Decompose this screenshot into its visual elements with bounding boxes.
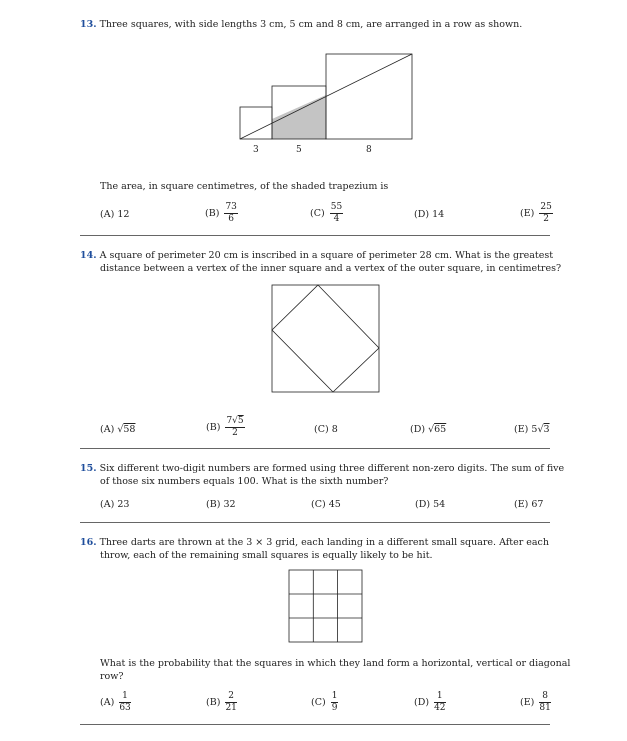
- q14-option-b-letter: (B): [206, 422, 221, 433]
- q13-option-b-fraction: $\frac{73}{6}$: [225, 202, 237, 224]
- q14-option-c-value: 8: [331, 424, 338, 435]
- q13-option-e-fraction: $\frac{25}{2}$: [540, 202, 552, 224]
- q15-option-b-value: 32: [223, 499, 236, 510]
- q15-option-d-value: 54: [433, 499, 446, 510]
- q15-option-c-letter: (C): [311, 499, 326, 510]
- q16-option-c-fraction: $\frac{1}{9}$: [331, 691, 338, 713]
- q16-option-e-letter: (E): [520, 697, 535, 708]
- q13-label-3: 3: [253, 145, 259, 155]
- q16-prompt-line2: row?: [100, 671, 124, 682]
- q15-number: 15.: [80, 463, 97, 474]
- q14-option-e-letter: (E): [514, 424, 529, 435]
- q13-option-c-letter: (C): [310, 208, 325, 219]
- q14-option-c-letter: (C): [314, 424, 329, 435]
- q14-option-a-root: √: [117, 424, 124, 435]
- q16-option-b[interactable]: [206, 691, 237, 714]
- q16-option-b-letter: (B): [206, 697, 221, 708]
- q13-option-b-letter: (B): [205, 208, 220, 219]
- q16-line2: throw, each of the remaining small squares is equally likely to be hit.: [100, 550, 433, 561]
- q16-option-d[interactable]: [414, 691, 446, 714]
- q16-option-c-letter: (C): [311, 697, 326, 708]
- q15-option-a-value: 23: [117, 499, 130, 510]
- q14-option-e-coef: 5: [531, 424, 538, 435]
- q14-option-e-radicand: 3: [543, 424, 550, 435]
- q15-option-c-value: 45: [328, 499, 341, 510]
- q14-option-a-radicand: 58: [123, 424, 136, 435]
- q15-option-e-letter: (E): [514, 499, 529, 510]
- q16-option-a-letter: (A): [100, 697, 115, 708]
- q16-option-a-fraction: $\frac{1}{63}$: [119, 691, 131, 713]
- q16-divider: [80, 724, 550, 725]
- q14-option-d-radicand: 65: [434, 424, 447, 435]
- q13-label-5: 5: [296, 145, 302, 155]
- q14-option-a-letter: (A): [100, 424, 115, 435]
- q14-option-e-root: √: [537, 424, 544, 435]
- q13-option-e-letter: (E): [520, 208, 535, 219]
- q14-option-b-fraction: $\frac{7√5}{2}$: [226, 416, 244, 438]
- q13-option-d-letter: (D): [414, 209, 430, 220]
- q13-option-c-fraction: $\frac{55}{4}$: [330, 202, 343, 224]
- q15-option-b-letter: (B): [206, 499, 221, 510]
- q16-number: 16.: [80, 537, 97, 548]
- q16-option-e-fraction: $\frac{8}{81}$: [539, 691, 551, 713]
- q13-option-d-value: 14: [432, 209, 445, 220]
- q16-option-d-letter: (D): [414, 697, 430, 708]
- q15-line2: of those six numbers equals 100. What is the sixth number?: [100, 476, 389, 487]
- q13-text: Three squares, with side lengths 3 cm, 5 cm and 8 cm, are arranged in a row as shown.: [99, 19, 523, 30]
- q16-option-a[interactable]: [100, 691, 131, 714]
- q15-option-e-value: 67: [531, 499, 544, 510]
- q16-grid-outline: [289, 570, 362, 642]
- q14-text-line1: A square of perimeter 20 cm is inscribed in a square of perimeter 28 cm. What is the greatest: [99, 250, 554, 261]
- q14-option-d-letter: (D): [410, 424, 426, 435]
- q13-number: 13.: [80, 19, 97, 30]
- q15-option-d-letter: (D): [415, 499, 431, 510]
- q14-line2: distance between a vertex of the inner square and a vertex of the outer square, in centimetres?: [100, 263, 562, 274]
- q16-option-e[interactable]: [520, 691, 551, 714]
- q16-option-b-fraction: $\frac{2}{21}$: [225, 691, 237, 713]
- q16-option-d-fraction: $\frac{1}{42}$: [434, 691, 446, 713]
- q13-option-a-value: 12: [117, 209, 130, 220]
- q15-option-a-letter: (A): [100, 499, 115, 510]
- q14-number: 14.: [80, 250, 97, 261]
- q16-prompt-line1: What is the probability that the squares in which they land form a horizontal, vertical or diagonal: [100, 658, 571, 669]
- q16-text-line1: Three darts are thrown at the 3 × 3 grid, each landing in a different small square. After each: [99, 537, 549, 548]
- q16-option-c[interactable]: [311, 691, 338, 714]
- q13-label-8: 8: [366, 145, 372, 155]
- q13-option-a-letter: (A): [100, 209, 115, 220]
- q14-option-d-root: √: [428, 424, 435, 435]
- q13-prompt: The area, in square centimetres, of the shaded trapezium is: [100, 181, 389, 192]
- q15-text-line1: Six different two-digit numbers are formed using three different non-zero digits. The sum of five: [99, 463, 565, 474]
